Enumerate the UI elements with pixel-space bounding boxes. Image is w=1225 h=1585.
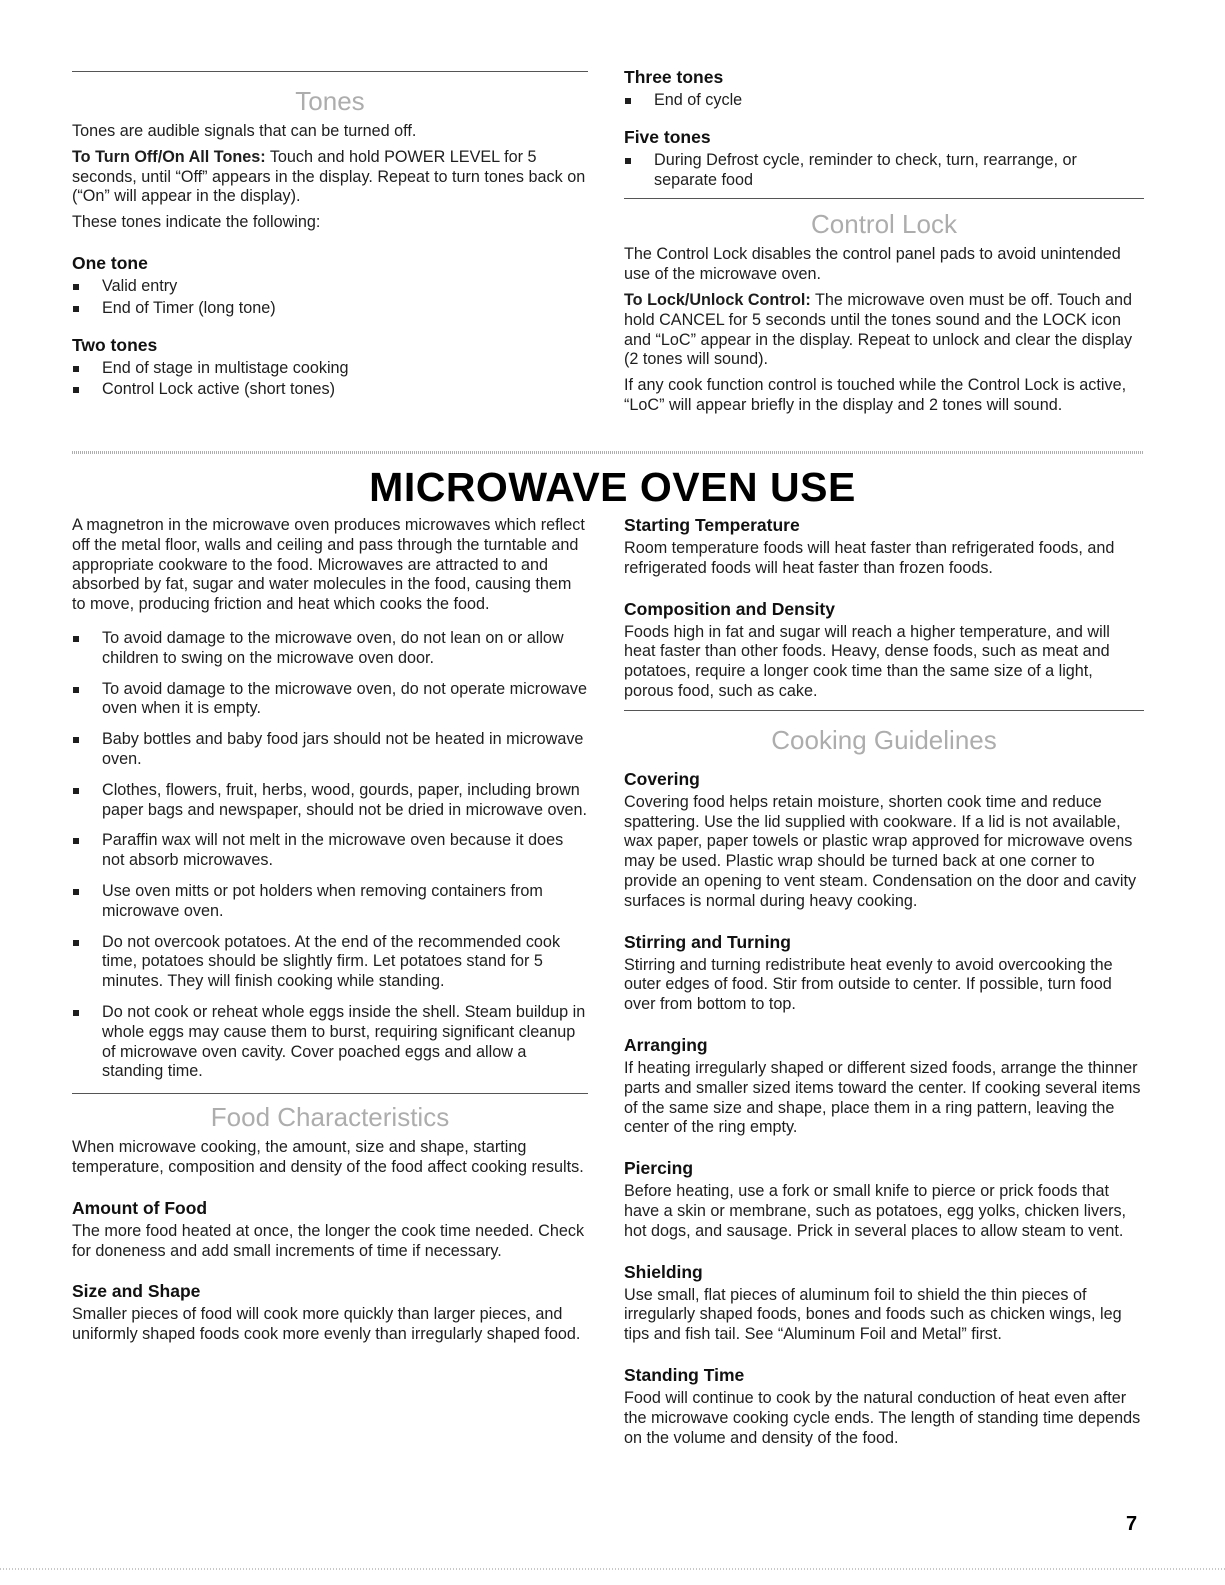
standing-time-heading: Standing Time xyxy=(624,1364,745,1385)
list-item: End of stage in multistage cooking xyxy=(72,359,588,379)
two-tones-heading: Two tones xyxy=(72,334,158,355)
control-lock-heading: Control Lock xyxy=(811,209,957,240)
divider xyxy=(624,710,1144,711)
three-tones-heading: Three tones xyxy=(624,67,724,87)
use-cautions-list xyxy=(72,629,588,1082)
stirring-text: Stirring and turning redistribute heat evenly to avoid overcooking the outer edges of food. Stir from outside to center. If possible, turn food over from bottom to top. xyxy=(624,955,1113,1014)
list-item: Control Lock active (short tones) xyxy=(72,380,588,400)
divider xyxy=(624,198,1144,199)
lock-lead: To Lock/Unlock Control: xyxy=(624,290,811,309)
one-tone-list xyxy=(72,277,588,319)
control-lock-note: If any cook function control is touched while the Control Lock is active, “LoC” will appear briefly in the display and 2 tones will sound. xyxy=(624,376,1127,414)
shielding-text: Use small, flat pieces of aluminum foil to shield the thin pieces of irregularly shaped foods, bones and foods such as chicken wings, leg tips and fish tail. See “Aluminum Foil and Metal” first. xyxy=(624,1285,1122,1344)
five-tones-list xyxy=(624,151,1144,191)
list-item: End of Timer (long tone) xyxy=(72,299,588,319)
two-tones-list xyxy=(72,359,588,401)
list-item: Do not cook or reheat whole eggs inside the shell. Steam buildup in whole eggs may cause them to burst, requiring significant cleanup of microwave oven cavity. Cover poached eggs and allow a standing time. xyxy=(72,1003,588,1082)
tones-turn-paragraph xyxy=(72,148,588,207)
shielding-heading: Shielding xyxy=(624,1261,703,1282)
tones-intro: Tones are audible signals that can be turned off. xyxy=(72,122,417,140)
composition-density-heading: Composition and Density xyxy=(624,598,835,619)
divider xyxy=(72,71,588,72)
amount-of-food-heading: Amount of Food xyxy=(72,1197,208,1218)
starting-temperature-heading: Starting Temperature xyxy=(624,515,800,535)
list-item: Valid entry xyxy=(72,277,588,297)
list-item: Baby bottles and baby food jars should not be heated in microwave oven. xyxy=(72,730,588,770)
list-item: Clothes, flowers, fruit, herbs, wood, gourds, paper, including brown paper bags and newspaper, should not be dried in microwave oven. xyxy=(72,781,588,821)
control-lock-intro: The Control Lock disables the control panel pads to avoid unintended use of the microwave oven. xyxy=(624,245,1121,284)
size-and-shape-heading: Size and Shape xyxy=(72,1281,201,1302)
food-characteristics-heading: Food Characteristics xyxy=(210,1102,450,1133)
list-item: Do not overcook potatoes. At the end of the recommended cook time, potatoes should be slightly firm. Let potatoes stand for 5 minutes. They will finish cooking while standing. xyxy=(72,933,588,992)
amount-of-food-text: The more food heated at once, the longer the cook time needed. Check for doneness and add small increments of time if necessary. xyxy=(72,1221,585,1260)
tones-heading: Tones xyxy=(295,86,365,116)
lock-text: The microwave oven must be off. Touch and hold CANCEL for 5 seconds until the tones sound and the LOCK icon and “LoC” appear in the display. Repeat to unlock and clear the display (2 tones will sound). xyxy=(624,290,1133,369)
five-tones-heading: Five tones xyxy=(624,126,711,147)
tones-turn-lead: To Turn Off/On All Tones: xyxy=(72,147,266,166)
arranging-heading: Arranging xyxy=(624,1034,708,1055)
composition-density-text: Foods high in fat and sugar will reach a higher temperature, and will heat faster than other foods. Heavy, dense foods, such as meat and potatoes, require a longer cook time than the same size of a light, porous food, such as cake. xyxy=(624,622,1110,700)
list-item: To avoid damage to the microwave oven, do not operate microwave oven when it is empty. xyxy=(72,680,588,720)
control-lock-instructions xyxy=(624,291,1144,370)
arranging-text: If heating irregularly shaped or different sized foods, arrange the thinner parts and smaller sized items toward the center. If cooking several items of the same size and shape, place them in a ring pattern, leaving the center of the ring empty. xyxy=(624,1058,1141,1137)
tones-indicate: These tones indicate the following: xyxy=(72,213,321,232)
list-item: During Defrost cycle, reminder to check, turn, rearrange, or separate food xyxy=(624,151,1144,191)
piercing-heading: Piercing xyxy=(624,1158,694,1179)
cooking-guidelines-heading: Cooking Guidelines xyxy=(771,724,997,755)
tones-section xyxy=(72,71,588,408)
divider xyxy=(72,1093,588,1094)
use-intro: A magnetron in the microwave oven produces microwaves which reflect off the metal floor, walls and ceiling and pass through the turntable and appropriate cookware to the food. Microwaves are attracted to and absorbed by fat, sugar and water molecules in the food, causing them to move, producing friction and heat which cooks the food. xyxy=(72,516,585,614)
tones-turn-text: Touch and hold POWER LEVEL for 5 seconds, until “Off” appears in the display. Repeat to turn tones back on (“On” will appear in the display). xyxy=(72,147,586,206)
covering-heading: Covering xyxy=(624,768,700,789)
standing-time-text: Food will continue to cook by the natural conduction of heat even after the microwave cooking cycle ends. The length of standing time depends on the volume and density of the food. xyxy=(624,1388,1141,1447)
piercing-text: Before heating, use a fork or small knife to pierce or prick foods that have a skin or membrane, such as potatoes, egg yolks, chicken livers, hot dogs, and sausage. Prick in several places to allow steam to vent. xyxy=(624,1182,1127,1240)
food-intro: When microwave cooking, the amount, size and shape, starting temperature, composition and density of the food affect cooking results. xyxy=(72,1138,584,1176)
page-edge-dots xyxy=(0,1568,1225,1570)
list-item: Paraffin wax will not melt in the microwave oven because it does not absorb microwaves. xyxy=(72,831,588,871)
three-tones-list xyxy=(624,91,1144,111)
page-number: 7 xyxy=(1126,1513,1138,1535)
size-and-shape-text: Smaller pieces of food will cook more quickly than larger pieces, and uniformly shaped foods cook more evenly than irregularly shaped food. xyxy=(72,1305,581,1344)
list-item: Use oven mitts or pot holders when removing containers from microwave oven. xyxy=(72,882,588,922)
one-tone-heading: One tone xyxy=(72,252,148,273)
covering-text: Covering food helps retain moisture, shorten cook time and reduce spattering. Use the lid supplied with cookware. If a lid is not available, wax paper, paper towels or plastic wrap approved for microwave ovens may be used. Plastic wrap should be turned back at one corner to provide an opening to vent steam. Condensation on the door and cavity surfaces is normal during heavy cooking. xyxy=(624,792,1137,910)
food-and-guidelines-section xyxy=(624,515,1144,1454)
page-title: MICROWAVE OVEN USE xyxy=(369,464,856,510)
list-item: End of cycle xyxy=(624,91,1144,111)
stirring-heading: Stirring and Turning xyxy=(624,931,791,952)
tones-continued-section xyxy=(624,67,1144,422)
list-item: To avoid damage to the microwave oven, do not lean on or allow children to swing on the microwave oven door. xyxy=(72,629,588,669)
starting-temperature-text: Room temperature foods will heat faster than refrigerated foods, and refrigerated foods will heat faster than frozen foods. xyxy=(624,539,1115,577)
section-separator xyxy=(72,451,1144,454)
microwave-use-section xyxy=(72,516,588,1351)
